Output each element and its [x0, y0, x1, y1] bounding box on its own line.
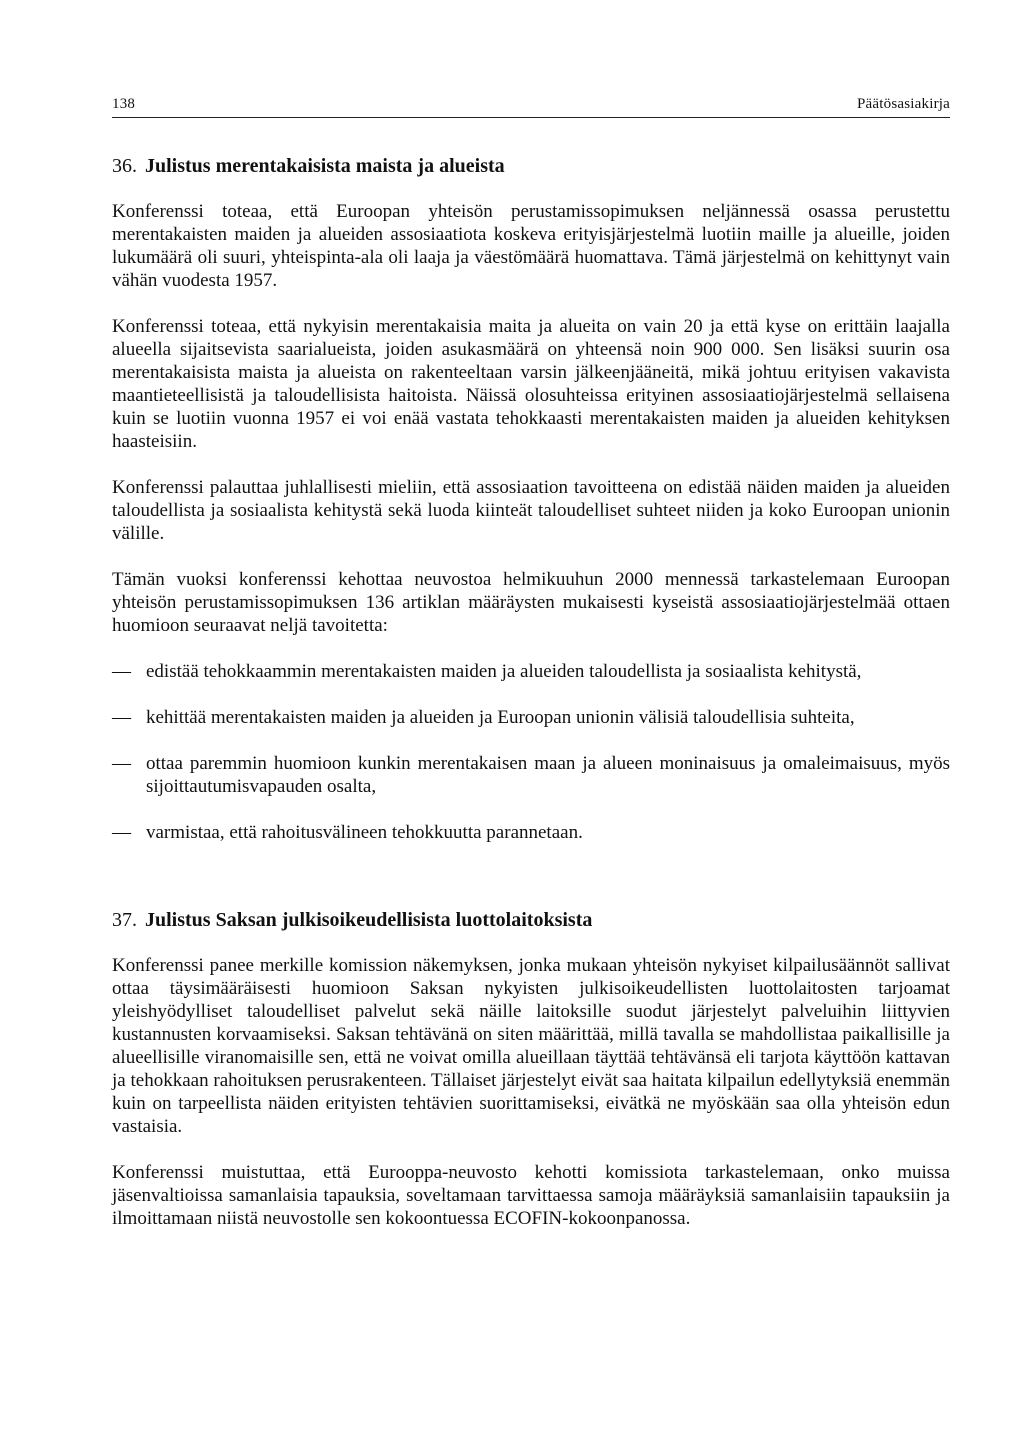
list-dash: — — [112, 822, 131, 843]
section-37 — [112, 908, 950, 1230]
list-dash: — — [112, 707, 131, 728]
paragraph: Konferenssi panee merkille komission näkemyksen, jonka mukaan yhteisön nykyiset kilpailusäännöt sallivat ottaa täysimääräisesti huomioon Saksan nykyisten julkisoikeudellisten luottolaitosten tarjoamat yleishyödylliset taloudelliset palvelut sekä näille laitoksille suodut järjestelyt palveluihin liittyvien kustannusten korvaamiseksi. Saksan tehtävänä on siten määrittää, millä tavalla se mahdollistaa paikallisille ja alueellisille viranomaisille sen, että ne voivat omilla alueillaan täyttää tehtävänsä eli tarjota käyttöön kattavan ja tehokkaan rahoituksen perusrakenteen. Tällaiset järjestelyt eivät saa haitata kilpailun edellytyksiä enemmän kuin on tarpeellista näiden erityisten tehtävien suorittamiseksi, eivätkä ne myöskään saa olla yhteisön edun vastaisia. — [112, 955, 950, 1137]
paragraph: Konferenssi palauttaa juhlallisesti mieliin, että assosiaation tavoitteena on edistää näiden maiden ja alueiden taloudellista ja sosiaalista kehitystä sekä luoda kiinteät taloudelliset suhteet niiden ja koko Euroopan unionin välille. — [112, 477, 950, 544]
section-number: 36. — [112, 155, 137, 177]
document-page — [112, 96, 950, 1253]
section-number: 37. — [112, 909, 137, 931]
section-36 — [112, 154, 950, 844]
section-heading — [112, 908, 950, 932]
running-header — [112, 96, 950, 118]
section-title: Julistus Saksan julkisoikeudellisista luottolaitoksista — [145, 909, 593, 931]
list-dash: — — [112, 661, 131, 682]
page-number: 138 — [112, 96, 136, 112]
list-item — [112, 752, 950, 798]
list-item — [112, 821, 950, 844]
paragraph: Konferenssi toteaa, että Euroopan yhteisön perustamissopimuksen neljännessä osassa perustettu merentakaisten maiden ja alueiden assosiaatiota koskeva erityisjärjestelmä luotiin maille ja alueille, joiden lukumäärä oli suuri, yhteispinta-ala oli laaja ja väestömäärä huomattava. Tämä järjestelmä on kehittynyt vain vähän vuodesta 1957. — [112, 201, 950, 291]
list-item-text: edistää tehokkaammin merentakaisten maiden ja alueiden taloudellista ja sosiaalista kehitystä, — [146, 661, 862, 682]
list-dash: — — [112, 753, 131, 774]
paragraph: Tämän vuoksi konferenssi kehottaa neuvostoa helmikuuhun 2000 mennessä tarkastelemaan Euroopan yhteisön perustamissopimuksen 136 artiklan määräysten mukaisesti kyseistä assosiaatiojärjestelmää ottaen huomioon seuraavat neljä tavoitetta: — [112, 569, 950, 636]
section-heading — [112, 154, 950, 178]
list-item — [112, 706, 950, 729]
list-item-text: varmistaa, että rahoitusvälineen tehokkuutta parannetaan. — [146, 822, 583, 843]
list-item-text: kehittää merentakaisten maiden ja alueiden ja Euroopan unionin välisiä taloudellisia suhteita, — [146, 707, 855, 728]
section-title: Julistus merentakaisista maista ja alueista — [145, 155, 505, 177]
list-item — [112, 660, 950, 683]
objectives-list — [112, 660, 950, 844]
paragraph: Konferenssi toteaa, että nykyisin merentakaisia maita ja alueita on vain 20 ja että kyse on erittäin laajalla alueella sijaitsevista saarialueista, joiden asukasmäärä on yhteensä noin 900 000. Sen lisäksi suurin osa merentakaisista maista ja alueista on rakenteeltaan varsin jälkeenjääneitä, mikä johtuu erityisen vakavista maantieteellisistä ja taloudellisista haitoista. Näissä olosuhteissa erityinen assosiaatiojärjestelmä sellaisena kuin se luotiin vuonna 1957 ei voi enää vastata tehokkaasti merentakaisten maiden ja alueiden kehityksen haasteisiin. — [112, 316, 950, 452]
list-item-text: ottaa paremmin huomioon kunkin merentakaisen maan ja alueen moninaisuus ja omaleimaisuus, myös sijoittautumisvapauden osalta, — [146, 753, 950, 797]
document-title: Päätösasiakirja — [857, 96, 950, 112]
paragraph: Konferenssi muistuttaa, että Eurooppa-neuvosto kehotti komissiota tarkastelemaan, onko muissa jäsenvaltioissa samanlaisia tapauksia, soveltamaan tarvittaessa samoja määräyksiä samanlaisiin tapauksiin ja ilmoittamaan niistä neuvostolle sen kokoontuessa ECOFIN-kokoonpanossa. — [112, 1162, 950, 1229]
